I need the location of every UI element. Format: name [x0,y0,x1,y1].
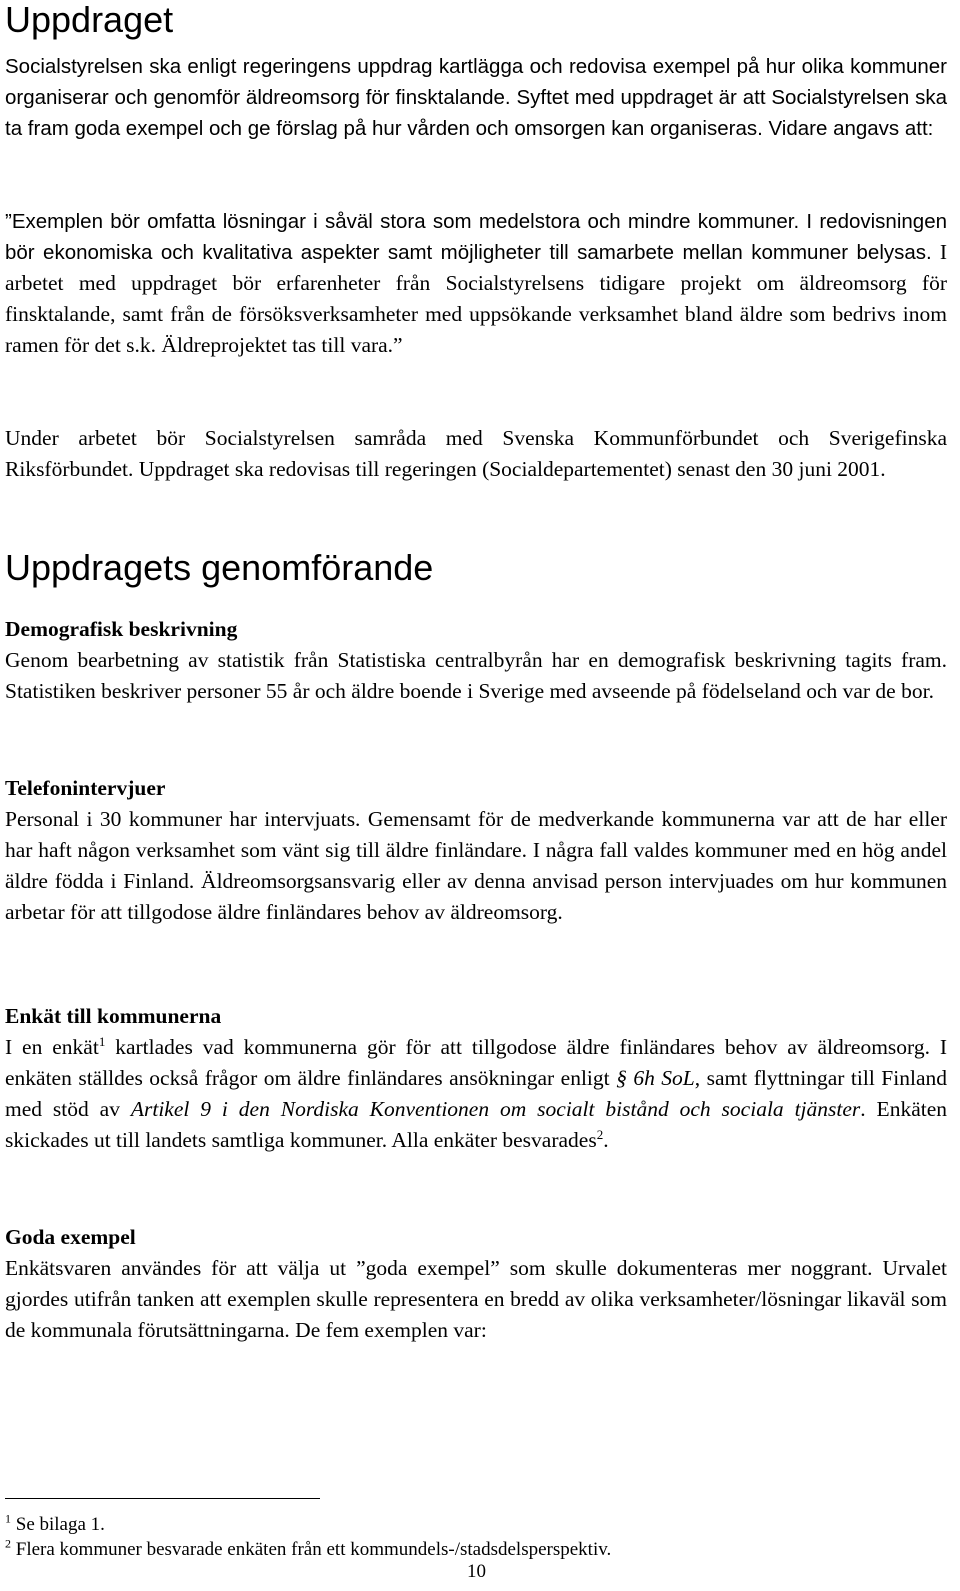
subheading-demografisk: Demografisk beskrivning [5,617,238,641]
paragraph-intro: Socialstyrelsen ska enligt regeringens uppdrag kartlägga och redovisa exempel på hur olika kommuner organiserar och genomför äldreomsorg för finsktalande. Syftet med uppdraget är att Socialstyrelsen ska ta fram goda exempel och ge förslag på hur vården och omsorgen kan organiseras. Vidare angavs att: [5,55,947,140]
convention-reference: Artikel 9 i den Nordiska Konventionen om socialt bistånd och sociala tjänster [130,1097,861,1121]
footnote-text: Se bilaga 1. [11,1514,105,1535]
paragraph-samrad: Under arbetet bör Socialstyrelsen samråda med Svenska Kommunförbundet och Sverigefinska Riksförbundet. Uppdraget ska redovisas till regeringen (Socialdepartementet) senast den 30 juni 2001. [5,426,947,481]
subheading-enkat: Enkät till kommunerna [5,1004,222,1028]
page-number: 10 [467,1561,486,1582]
footnote-ref-2: 2 [596,1126,604,1142]
paragraph-enkat [5,1032,947,1156]
enkat-text-4: . Enkäten skickades ut till landets samtliga kommuner. Alla enkäter besvarades [5,1097,947,1152]
footnote-number: 1 [5,1511,11,1526]
section-heading-uppdraget: Uppdraget [5,0,174,40]
paragraph-quote [5,206,947,361]
footnote-separator [5,1498,320,1499]
paragraph-demografisk: Genom bearbetning av statistik från Statistiska centralbyrån har en demografisk beskrivning tagits fram. Statistiken beskriver personer 55 år och äldre boende i Sverige med avseende på födelseland och var de bor. [5,648,947,703]
enkat-text-1: I en enkät [5,1035,99,1059]
footnote-text: Flera kommuner besvarade enkäten från ett kommundels-/stadsdelsperspektiv. [11,1539,612,1560]
enkat-text-3: , samt flyttningar till Finland med stöd av [5,1066,947,1121]
subheading-telefonintervjuer: Telefonintervjuer [5,776,166,800]
quote-serif-part: I arbetet med uppdraget bör erfarenheter från Socialstyrelsens tidigare projekt om äldreomsorg för finsktalande, samt från de försöksverksamheter med uppsökande verksamhet bland äldre som bedrivs inom ramen för det s.k. Äldreprojektet tas till vara.” [5,240,947,357]
footnote-2 [5,1538,611,1562]
enkat-text-5: . [603,1128,609,1152]
enkat-text-2: kartlades vad kommunerna gör för att tillgodose äldre finländares behov av äldreomsorg. I enkäten ställdes också frågor om äldre finländares ansökningar enligt [5,1035,947,1090]
quote-sans-part: ”Exemplen bör omfatta lösningar i såväl stora som medelstora och mindre kommuner. I redovisningen bör ekonomiska och kvalitativa aspekter samt möjligheter till samarbete mellan kommuner belysas. [5,210,947,264]
paragraph-goda-exempel: Enkätsvaren användes för att välja ut ”goda exempel” som skulle dokumenteras mer noggrant. Urvalet gjordes utifrån tanken att exemplen skulle representera en bredd av olika verksamheter/lösningar likaväl som de kommunala förutsättningarna. De fem exemplen var: [5,1256,947,1342]
law-reference: § 6h SoL [616,1066,695,1090]
footnote-1 [5,1513,105,1537]
footnote-ref-1: 1 [98,1033,106,1049]
section-heading-genomforande: Uppdragets genomförande [5,547,434,588]
footnote-number: 2 [5,1536,11,1551]
paragraph-telefonintervjuer: Personal i 30 kommuner har intervjuats. Gemensamt för de medverkande kommunerna var att de har eller har haft någon verksamhet som vänt sig till äldre finländare. I några fall valdes kommuner med en hög andel äldre födda i Finland. Äldreomsorgsansvarig eller av denna anvisad person intervjuades om hur kommunen arbetar för att tillgodose äldre finländares behov av äldreomsorg. [5,807,947,924]
subheading-goda-exempel: Goda exempel [5,1225,136,1249]
